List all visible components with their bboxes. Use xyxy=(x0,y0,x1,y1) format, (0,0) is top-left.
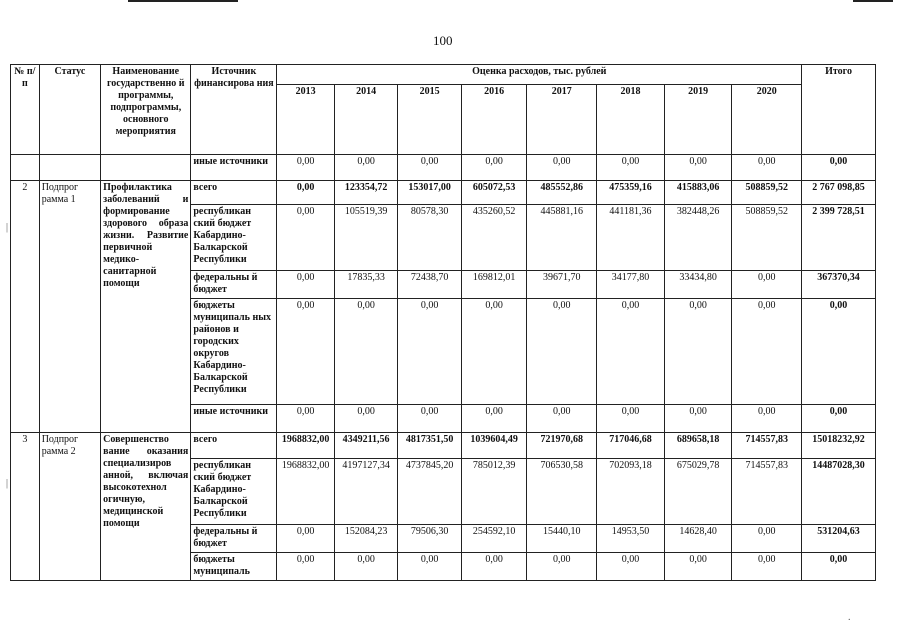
source-cell: республикан ский бюджет Кабардино-Балкарской Республики xyxy=(191,459,277,525)
value-cell: 0,00 xyxy=(398,155,462,181)
top-rule-right xyxy=(853,0,893,2)
value-cell: 508859,52 xyxy=(732,181,802,205)
value-cell: 153017,00 xyxy=(398,181,462,205)
value-cell: 0,00 xyxy=(597,553,665,581)
program-name: Профилактика заболеваний и формирование здорового образа жизни. Развитие первичной медико-санитарной помощи xyxy=(101,181,191,433)
total-cell: 367370,34 xyxy=(802,271,876,299)
value-cell: 0,00 xyxy=(334,299,398,405)
scan-speck: | xyxy=(6,222,9,233)
value-cell: 0,00 xyxy=(334,155,398,181)
header-row-top xyxy=(11,65,876,85)
row-num: 2 xyxy=(11,181,40,433)
value-cell: 105519,39 xyxy=(334,205,398,271)
value-cell: 0,00 xyxy=(597,299,665,405)
value-cell: 254592,10 xyxy=(461,525,527,553)
value-cell: 14953,50 xyxy=(597,525,665,553)
value-cell: 717046,68 xyxy=(597,433,665,459)
value-cell: 4349211,56 xyxy=(334,433,398,459)
header-year: 2019 xyxy=(664,85,732,155)
value-cell: 0,00 xyxy=(461,155,527,181)
value-cell: 675029,78 xyxy=(664,459,732,525)
value-cell: 721970,68 xyxy=(527,433,597,459)
value-cell: 0,00 xyxy=(527,299,597,405)
value-cell: 0,00 xyxy=(732,553,802,581)
table-row xyxy=(11,155,876,181)
value-cell: 0,00 xyxy=(527,405,597,433)
table-row xyxy=(11,181,876,205)
table-row xyxy=(11,433,876,459)
source-cell: федеральны й бюджет xyxy=(191,271,277,299)
value-cell: 33434,80 xyxy=(664,271,732,299)
header-status: Статус xyxy=(39,65,100,155)
top-rule-left xyxy=(128,0,238,2)
value-cell: 169812,01 xyxy=(461,271,527,299)
value-cell: 123354,72 xyxy=(334,181,398,205)
total-cell: 15018232,92 xyxy=(802,433,876,459)
header-num: № п/п xyxy=(11,65,40,155)
scan-speck: | xyxy=(6,478,9,489)
source-cell: всего xyxy=(191,181,277,205)
source-cell: всего xyxy=(191,433,277,459)
value-cell: 785012,39 xyxy=(461,459,527,525)
source-cell: республикан ский бюджет Кабардино-Балкарской Республики xyxy=(191,205,277,271)
header-year: 2013 xyxy=(277,85,334,155)
value-cell: 0,00 xyxy=(277,299,334,405)
total-cell: 531204,63 xyxy=(802,525,876,553)
header-year: 2016 xyxy=(461,85,527,155)
value-cell: 0,00 xyxy=(277,205,334,271)
value-cell: 0,00 xyxy=(527,155,597,181)
value-cell: 0,00 xyxy=(664,405,732,433)
value-cell: 0,00 xyxy=(398,299,462,405)
value-cell: 14628,40 xyxy=(664,525,732,553)
status-cell: Подпрог рамма 1 xyxy=(39,181,100,433)
header-year: 2017 xyxy=(527,85,597,155)
value-cell: 0,00 xyxy=(461,405,527,433)
value-cell: 72438,70 xyxy=(398,271,462,299)
value-cell: 382448,26 xyxy=(664,205,732,271)
value-cell: 0,00 xyxy=(277,405,334,433)
total-cell: 0,00 xyxy=(802,553,876,581)
source-cell: иные источники xyxy=(191,405,277,433)
header-year: 2014 xyxy=(334,85,398,155)
header-year: 2015 xyxy=(398,85,462,155)
scan-speck: . xyxy=(848,612,851,623)
value-cell: 34177,80 xyxy=(597,271,665,299)
value-cell: 0,00 xyxy=(732,525,802,553)
value-cell: 17835,33 xyxy=(334,271,398,299)
total-cell: 14487028,30 xyxy=(802,459,876,525)
header-estimate: Оценка расходов, тыс. рублей xyxy=(277,65,802,85)
value-cell: 15440,10 xyxy=(527,525,597,553)
value-cell: 0,00 xyxy=(398,553,462,581)
value-cell: 485552,86 xyxy=(527,181,597,205)
header-total: Итого xyxy=(802,65,876,155)
header-year: 2020 xyxy=(732,85,802,155)
value-cell: 0,00 xyxy=(732,155,802,181)
total-cell: 0,00 xyxy=(802,299,876,405)
value-cell: 80578,30 xyxy=(398,205,462,271)
value-cell: 0,00 xyxy=(597,405,665,433)
value-cell: 508859,52 xyxy=(732,205,802,271)
value-cell: 0,00 xyxy=(461,299,527,405)
value-cell: 706530,58 xyxy=(527,459,597,525)
value-cell: 0,00 xyxy=(334,553,398,581)
header-name: Наименование государственно й программы, подпрограммы, основного мероприятия xyxy=(101,65,191,155)
source-cell: иные источники xyxy=(191,155,277,181)
source-cell: бюджеты муниципаль ных районов и городских округов Кабардино-Балкарской Республики xyxy=(191,299,277,405)
value-cell: 4817351,50 xyxy=(398,433,462,459)
value-cell: 0,00 xyxy=(334,405,398,433)
value-cell: 475359,16 xyxy=(597,181,665,205)
value-cell: 0,00 xyxy=(664,155,732,181)
value-cell: 4197127,34 xyxy=(334,459,398,525)
source-cell: федеральны й бюджет xyxy=(191,525,277,553)
value-cell: 0,00 xyxy=(527,553,597,581)
value-cell: 79506,30 xyxy=(398,525,462,553)
total-cell: 0,00 xyxy=(802,405,876,433)
value-cell: 152084,23 xyxy=(334,525,398,553)
value-cell: 441181,36 xyxy=(597,205,665,271)
value-cell: 702093,18 xyxy=(597,459,665,525)
value-cell: 0,00 xyxy=(664,553,732,581)
total-cell: 2 399 728,51 xyxy=(802,205,876,271)
value-cell: 39671,70 xyxy=(527,271,597,299)
value-cell: 1968832,00 xyxy=(277,433,334,459)
value-cell: 0,00 xyxy=(732,405,802,433)
value-cell: 415883,06 xyxy=(664,181,732,205)
value-cell: 0,00 xyxy=(732,299,802,405)
program-name: Совершенство вание оказания специализиров анной, включая высокотехнол огичную, медицинской помощи xyxy=(101,433,191,581)
value-cell: 0,00 xyxy=(732,271,802,299)
value-cell: 0,00 xyxy=(277,525,334,553)
value-cell: 0,00 xyxy=(277,181,334,205)
total-cell: 2 767 098,85 xyxy=(802,181,876,205)
value-cell: 605072,53 xyxy=(461,181,527,205)
status-cell: Подпрог рамма 2 xyxy=(39,433,100,581)
source-cell: бюджеты муниципаль xyxy=(191,553,277,581)
value-cell: 435260,52 xyxy=(461,205,527,271)
value-cell: 1039604,49 xyxy=(461,433,527,459)
value-cell: 0,00 xyxy=(664,299,732,405)
value-cell: 0,00 xyxy=(461,553,527,581)
budget-table xyxy=(10,64,876,581)
header-source: Источник финансирова ния xyxy=(191,65,277,155)
page-number: 100 xyxy=(433,33,453,48)
value-cell: 0,00 xyxy=(277,271,334,299)
value-cell: 0,00 xyxy=(597,155,665,181)
value-cell: 689658,18 xyxy=(664,433,732,459)
value-cell: 0,00 xyxy=(277,553,334,581)
value-cell: 4737845,20 xyxy=(398,459,462,525)
value-cell: 1968832,00 xyxy=(277,459,334,525)
value-cell: 0,00 xyxy=(398,405,462,433)
value-cell: 714557,83 xyxy=(732,459,802,525)
value-cell: 445881,16 xyxy=(527,205,597,271)
value-cell: 0,00 xyxy=(277,155,334,181)
total-cell: 0,00 xyxy=(802,155,876,181)
row-num: 3 xyxy=(11,433,40,581)
header-year: 2018 xyxy=(597,85,665,155)
value-cell: 714557,83 xyxy=(732,433,802,459)
